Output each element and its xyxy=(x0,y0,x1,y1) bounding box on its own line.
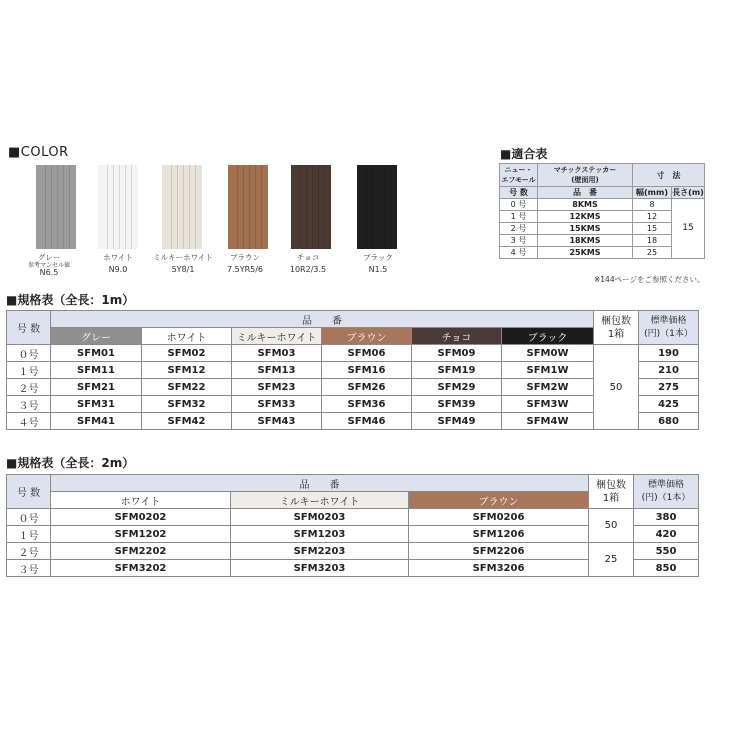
fit-header-model: ニュー・ エフモール xyxy=(500,164,538,187)
fit-sub-length: 長さ(m) xyxy=(672,188,704,197)
fit-width: 8 xyxy=(633,199,672,211)
color-column-header: ブラウン xyxy=(322,328,412,345)
color-swatch-name: ホワイト xyxy=(103,253,133,262)
spec-2m-col-no: 号 数 xyxy=(7,475,51,509)
size-number: ３号 xyxy=(7,396,51,413)
color-column-header: ホワイト xyxy=(142,328,232,345)
price: 420 xyxy=(634,526,699,543)
size-number: ２号 xyxy=(7,543,51,560)
part-number: SFM22 xyxy=(142,379,232,396)
part-number: SFM42 xyxy=(142,413,232,430)
part-number: SFM01 xyxy=(51,345,142,362)
size-number: ０号 xyxy=(7,509,51,526)
part-number: SFM0W xyxy=(502,345,594,362)
part-number: SFM2203 xyxy=(231,543,409,560)
color-swatch xyxy=(228,165,268,249)
color-swatch xyxy=(162,165,202,249)
spec-1m-col-part: 品 番 xyxy=(51,311,594,328)
color-column-header: ミルキーホワイト xyxy=(231,492,409,509)
size-number: １号 xyxy=(7,526,51,543)
part-number: SFM31 xyxy=(51,396,142,413)
fit-part: 18KMS xyxy=(538,235,633,247)
part-number: SFM21 xyxy=(51,379,142,396)
fit-no: 0 号 xyxy=(500,199,538,211)
part-number: SFM0202 xyxy=(51,509,231,526)
part-number: SFM43 xyxy=(232,413,322,430)
part-number: SFM1202 xyxy=(51,526,231,543)
part-number: SFM46 xyxy=(322,413,412,430)
color-swatch-name: ブラウン xyxy=(230,253,260,262)
size-number: ４号 xyxy=(7,413,51,430)
part-number: SFM11 xyxy=(51,362,142,379)
price: 850 xyxy=(634,560,699,577)
color-swatch-name: グレー xyxy=(37,253,61,262)
part-number: SFM12 xyxy=(142,362,232,379)
part-number: SFM2206 xyxy=(409,543,589,560)
price: 275 xyxy=(639,379,699,396)
table-row xyxy=(7,345,699,362)
table-row xyxy=(7,543,699,560)
color-swatch-code: N9.0 xyxy=(108,265,128,274)
part-number: SFM09 xyxy=(412,345,502,362)
fit-table-title: ■適合表 xyxy=(500,147,548,161)
part-number: SFM39 xyxy=(412,396,502,413)
price: 680 xyxy=(639,413,699,430)
color-section-title: ■COLOR xyxy=(8,145,69,160)
fit-no: 3 号 xyxy=(500,235,538,247)
color-column-header: ブラック xyxy=(502,328,594,345)
color-swatch xyxy=(98,165,138,249)
fit-width: 25 xyxy=(633,247,672,259)
price: 210 xyxy=(639,362,699,379)
pack-quantity: 50 xyxy=(589,509,634,543)
color-column-header: グレー xyxy=(51,328,142,345)
fit-part: 12KMS xyxy=(538,211,633,223)
fit-header-sticker: マチックステッカー (壁面用) xyxy=(538,164,633,187)
fit-sub-width: 幅(mm) xyxy=(633,187,672,199)
color-column-header: チョコ xyxy=(412,328,502,345)
color-swatch-code: 7.5YR5/6 xyxy=(226,265,264,274)
fit-width: 12 xyxy=(633,211,672,223)
part-number: SFM03 xyxy=(232,345,322,362)
color-column-header: ホワイト xyxy=(51,492,231,509)
fit-sub-part: 品 番 xyxy=(538,187,633,199)
color-swatch-name: ブラック xyxy=(363,253,393,262)
spec-1m-col-no: 号 数 xyxy=(7,311,51,345)
fit-no: 2 号 xyxy=(500,223,538,235)
fit-footnote: ※144ページをご参照ください。 xyxy=(594,275,705,284)
fit-width: 15 xyxy=(633,223,672,235)
color-swatch xyxy=(291,165,331,249)
part-number: SFM3206 xyxy=(409,560,589,577)
price: 380 xyxy=(634,509,699,526)
part-number: SFM29 xyxy=(412,379,502,396)
fit-part: 25KMS xyxy=(538,247,633,259)
part-number: SFM36 xyxy=(322,396,412,413)
spec-2m-table xyxy=(6,474,699,577)
part-number: SFM32 xyxy=(142,396,232,413)
fit-length: 15 xyxy=(672,199,705,259)
color-swatch-code: N6.5 xyxy=(39,268,59,277)
part-number: SFM02 xyxy=(142,345,232,362)
pack-quantity: 25 xyxy=(589,543,634,577)
spec-1m-col-price: 標準価格 (円)（1本） xyxy=(639,311,699,345)
part-number: SFM13 xyxy=(232,362,322,379)
part-number: SFM49 xyxy=(412,413,502,430)
fit-width: 18 xyxy=(633,235,672,247)
part-number: SFM2202 xyxy=(51,543,231,560)
part-number: SFM41 xyxy=(51,413,142,430)
part-number: SFM4W xyxy=(502,413,594,430)
color-swatch-code: 10R2/3.5 xyxy=(289,265,327,274)
fit-part: 8KMS xyxy=(538,199,633,211)
color-column-header: ブラウン xyxy=(409,492,589,509)
part-number: SFM1203 xyxy=(231,526,409,543)
pack-quantity: 50 xyxy=(594,345,639,430)
part-number: SFM3202 xyxy=(51,560,231,577)
part-number: SFM06 xyxy=(322,345,412,362)
spec-2m-col-price: 標準価格 (円)（1本） xyxy=(634,475,699,509)
part-number: SFM1W xyxy=(502,362,594,379)
color-swatch-name: チョコ xyxy=(296,253,320,262)
part-number: SFM3203 xyxy=(231,560,409,577)
fit-part: 15KMS xyxy=(538,223,633,235)
spec-2m-col-pack: 梱包数 1箱 xyxy=(589,475,634,509)
size-number: １号 xyxy=(7,362,51,379)
spec-1m-title: ■規格表（全長：1m） xyxy=(6,293,135,307)
color-swatch-name: ミルキーホワイト xyxy=(153,253,213,262)
spec-2m-col-part: 品 番 xyxy=(51,475,589,492)
size-number: ３号 xyxy=(7,560,51,577)
color-swatch xyxy=(36,165,76,249)
table-row xyxy=(7,509,699,526)
part-number: SFM23 xyxy=(232,379,322,396)
size-number: ０号 xyxy=(7,345,51,362)
color-swatch-code: N1.5 xyxy=(368,265,388,274)
part-number: SFM16 xyxy=(322,362,412,379)
fit-no: 1 号 xyxy=(500,211,538,223)
fit-no: 4 号 xyxy=(500,247,538,259)
fit-header-dims: 寸 法 xyxy=(633,164,705,187)
color-swatch-code: 5Y8/1 xyxy=(171,265,195,274)
part-number: SFM19 xyxy=(412,362,502,379)
color-swatch xyxy=(357,165,397,249)
part-number: SFM1206 xyxy=(409,526,589,543)
spec-1m-table xyxy=(6,310,699,430)
size-number: ２号 xyxy=(7,379,51,396)
price: 190 xyxy=(639,345,699,362)
part-number: SFM0206 xyxy=(409,509,589,526)
spec-2m-title: ■規格表（全長：2m） xyxy=(6,456,135,470)
part-number: SFM33 xyxy=(232,396,322,413)
fit-sub-no: 号 数 xyxy=(500,187,538,199)
price: 550 xyxy=(634,543,699,560)
part-number: SFM2W xyxy=(502,379,594,396)
munsell-note: 参考マンセル値 xyxy=(27,262,70,269)
fit-table xyxy=(499,163,705,259)
spec-1m-col-pack: 梱包数 1箱 xyxy=(594,311,639,345)
part-number: SFM26 xyxy=(322,379,412,396)
color-column-header: ミルキーホワイト xyxy=(232,328,322,345)
price: 425 xyxy=(639,396,699,413)
table-row xyxy=(500,199,705,211)
part-number: SFM3W xyxy=(502,396,594,413)
part-number: SFM0203 xyxy=(231,509,409,526)
